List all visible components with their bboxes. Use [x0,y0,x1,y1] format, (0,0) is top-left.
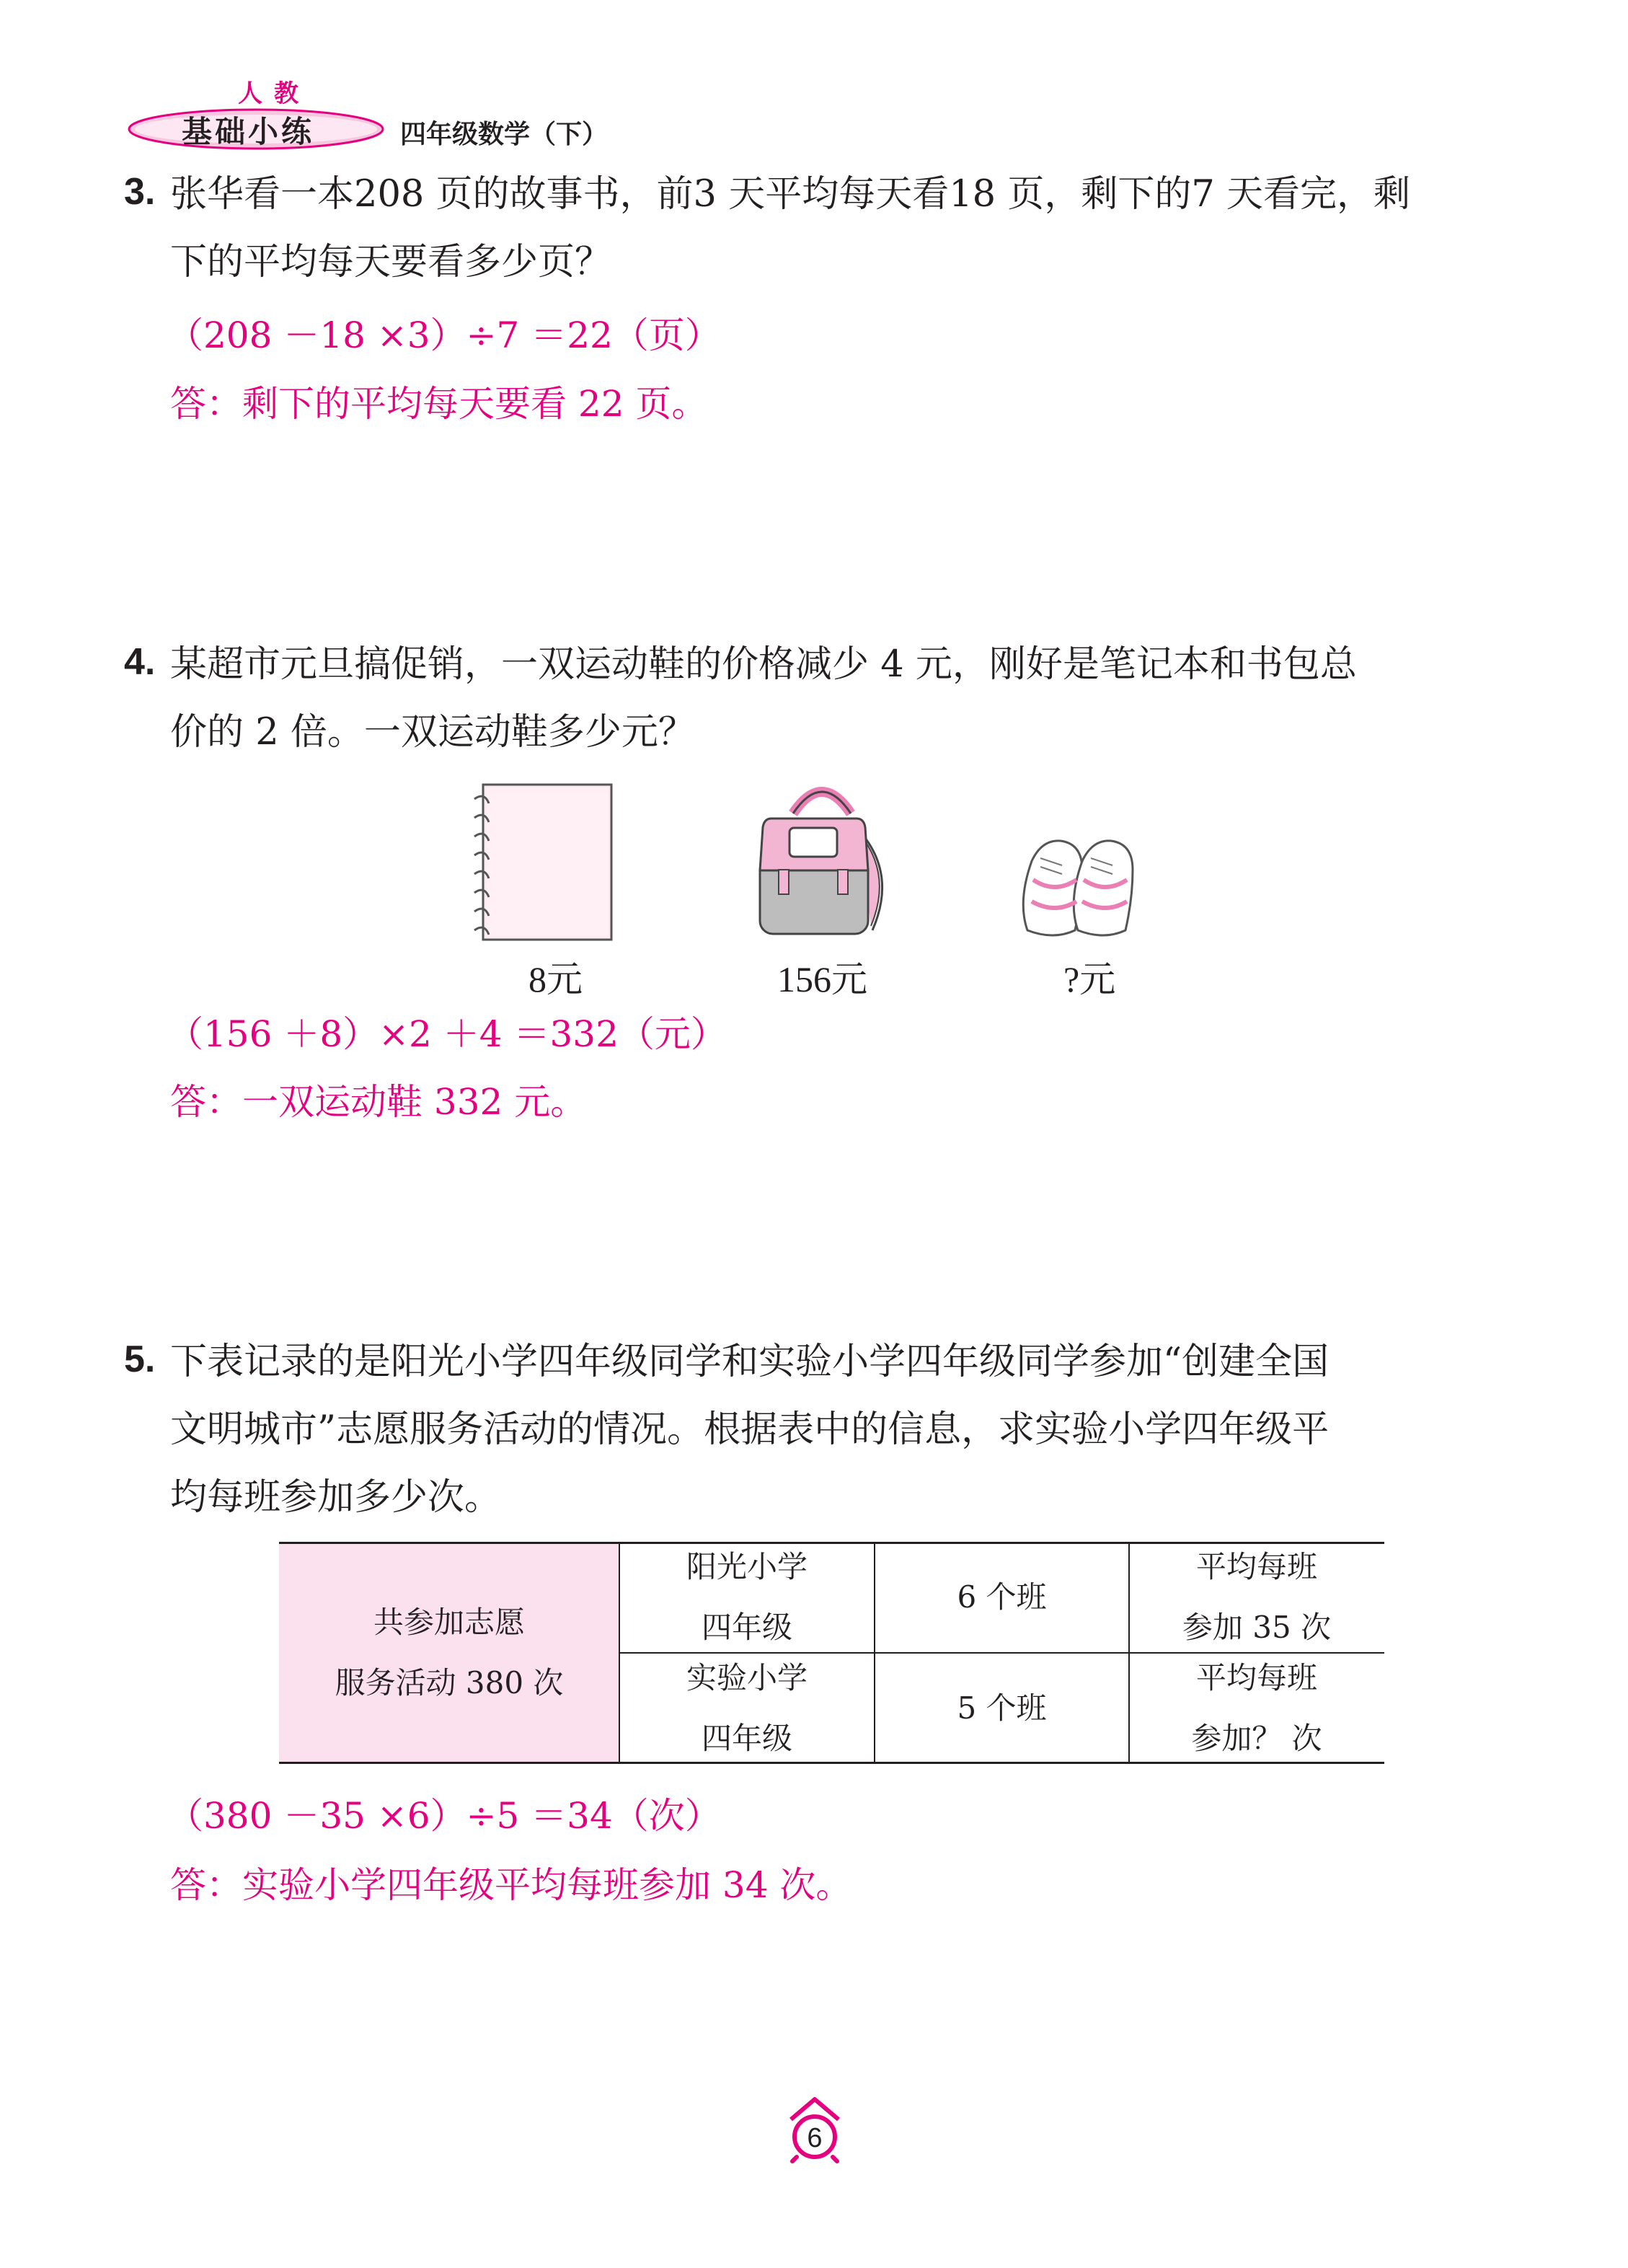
avg-2-line-1: 平均每班 [1195,1660,1317,1695]
total-line-2: 服务活动 380 次 [335,1665,564,1700]
question-3-line-2: 下的平均每天要看多少页？ [170,241,612,283]
school-2-line-2: 四年级 [701,1721,792,1756]
question-3-formula: （208 －18 ×3）÷7 ＝22（页） [167,314,721,356]
classes-2: 5 个班 [957,1690,1047,1726]
question-4-line-1: 某超市元旦搞促销，一双运动鞋的价格减少 4 元，刚好是笔记本和书包总 [170,643,1357,686]
total-line-1: 共参加志愿 [373,1605,525,1640]
question-5-line-1: 下表记录的是阳光小学四年级同学和实验小学四年级同学参加“创建全国 [170,1341,1330,1383]
sneakers-price: ?元 [1063,959,1116,1000]
question-5-number: 5. [124,1338,156,1380]
backpack-icon [750,779,894,941]
classes-1: 6 个班 [957,1579,1047,1615]
question-4-number: 4. [124,641,156,683]
question-3-answer: 答：剩下的平均每天要看 22 页。 [170,383,708,425]
notebook-price: 8元 [528,959,583,1000]
question-3-line-1: 张华看一本208 页的故事书，前3 天平均每天看18 页，剩下的7 天看完，剩 [170,173,1410,216]
backpack-price: 156元 [777,959,867,1000]
avg-1-line-1: 平均每班 [1195,1549,1317,1584]
school-1-line-1: 阳光小学 [686,1549,808,1584]
notebook-icon [469,780,620,946]
question-5-answer: 答：实验小学四年级平均每班参加 34 次。 [170,1864,852,1906]
page-number-badge [782,2095,847,2163]
sneakers-icon [1013,829,1143,937]
publisher-tag: 人教 [238,79,310,108]
question-5-formula: （380 －35 ×6）÷5 ＝34（次） [167,1795,721,1837]
school-2-line-1: 实验小学 [686,1660,808,1695]
volunteer-table [279,1542,1384,1764]
avg-2-line-2: 参加？ 次 [1191,1721,1322,1756]
avg-1-line-2: 参加 35 次 [1182,1610,1332,1645]
question-5-line-3: 均每班参加多少次。 [170,1476,502,1519]
table-grid [279,1542,1384,1764]
question-4-line-2: 价的 2 倍。一双运动鞋多少元？ [170,711,695,754]
school-1-line-2: 四年级 [701,1610,792,1645]
question-4-answer: 答：一双运动鞋 332 元。 [170,1081,587,1123]
grade-subject: 四年级数学（下） [400,120,609,149]
series-title: 基础小练 [182,114,315,149]
page-number: 6 [807,2123,823,2153]
question-4-formula: （156 ＋8）×2 ＋4 ＝332（元） [167,1013,727,1055]
question-5-line-2: 文明城市”志愿服务活动的情况。根据表中的信息，求实验小学四年级平 [170,1408,1330,1451]
question-3-number: 3. [124,171,156,213]
